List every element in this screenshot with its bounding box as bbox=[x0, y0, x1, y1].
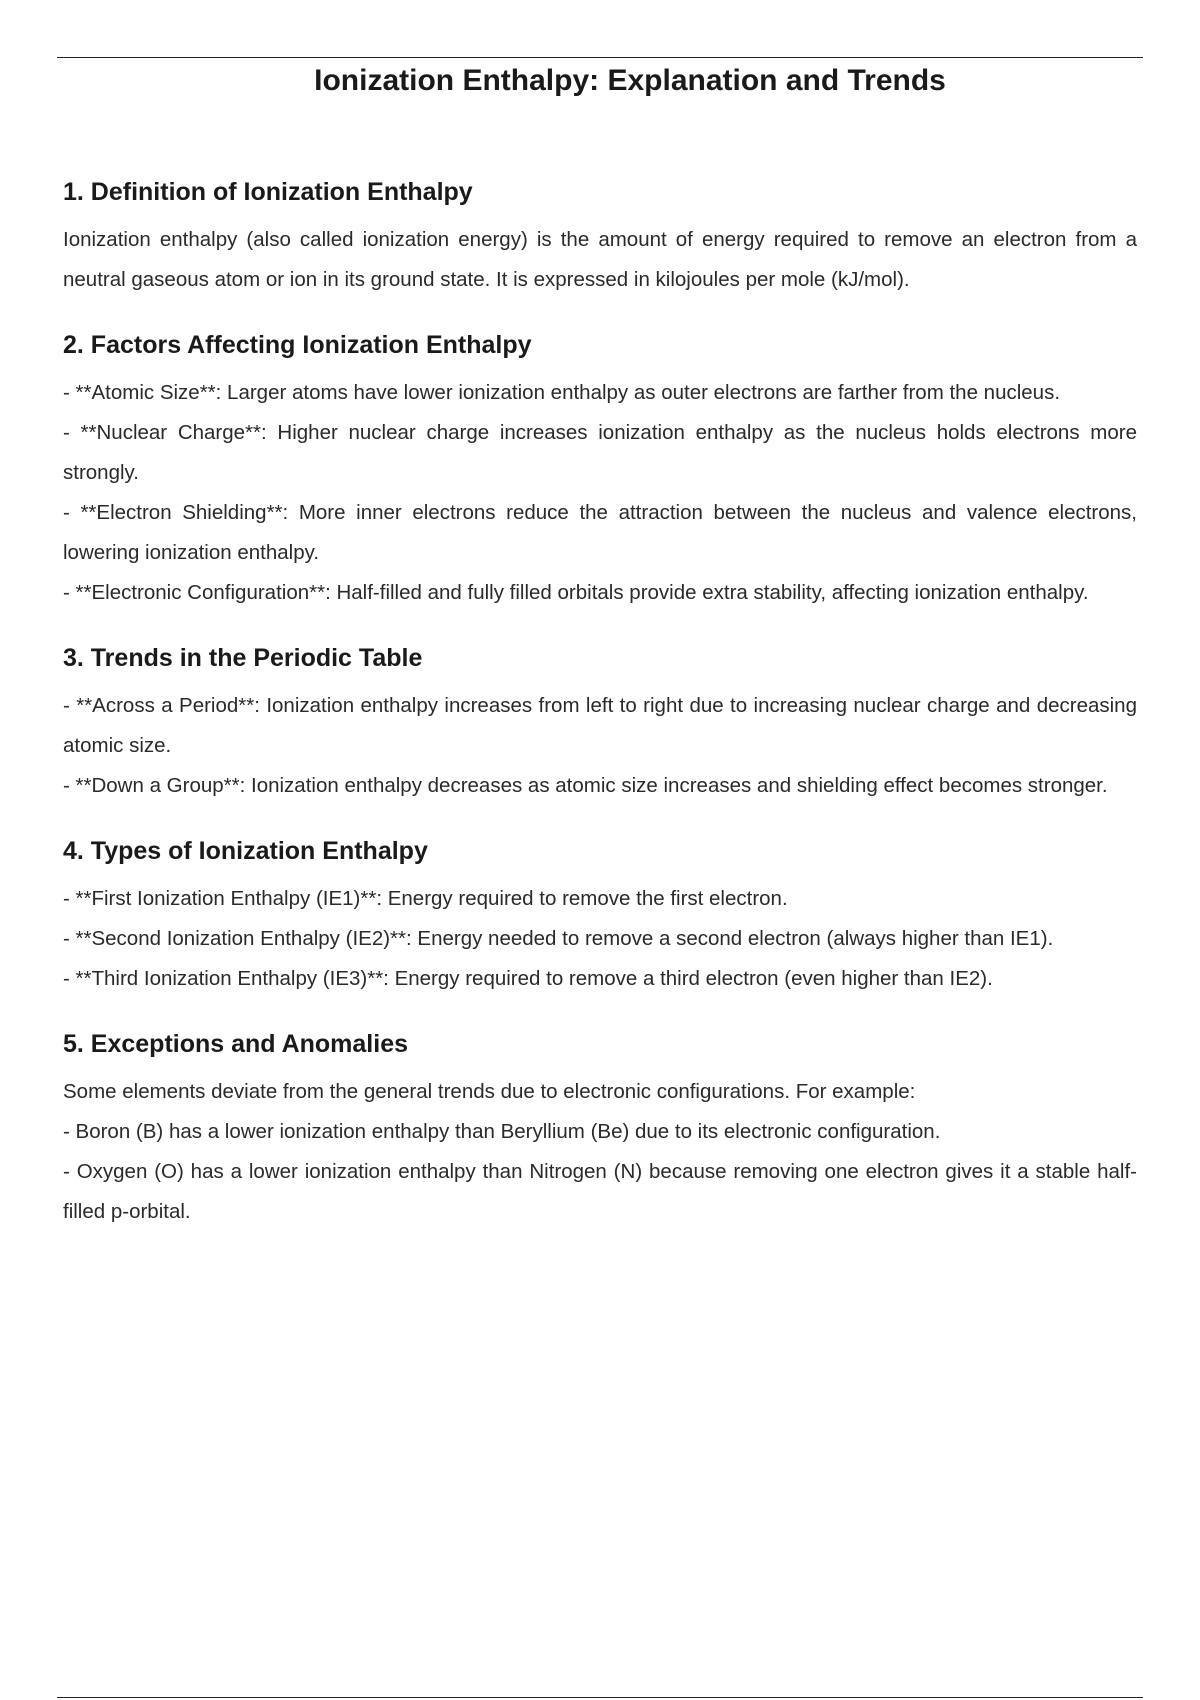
list-item: - Oxygen (O) has a lower ionization enthalpy than Nitrogen (N) because removing one electron gives it a stable half-filled p-orbital. bbox=[63, 1160, 1137, 1223]
list-item: - **Down a Group**: Ionization enthalpy decreases as atomic size increases and shielding effect becomes stronger. bbox=[63, 774, 1108, 797]
list-item: - **Nuclear Charge**: Higher nuclear charge increases ionization enthalpy as the nucleus holds electrons more strongly. bbox=[63, 421, 1137, 484]
document-body bbox=[63, 176, 1137, 1261]
list-item: - **First Ionization Enthalpy (IE1)**: Energy required to remove the first electron. bbox=[63, 887, 788, 910]
list-item: - **Across a Period**: Ionization enthalpy increases from left to right due to increasing nuclear charge and decreasing atomic size. bbox=[63, 694, 1137, 757]
section-heading: 5. Exceptions and Anomalies bbox=[63, 1030, 409, 1058]
section-heading: 2. Factors Affecting Ionization Enthalpy bbox=[63, 331, 532, 359]
section-trends bbox=[63, 642, 1137, 806]
list-item: - **Third Ionization Enthalpy (IE3)**: Energy required to remove a third electron (even higher than IE2). bbox=[63, 967, 993, 990]
list-item: - **Second Ionization Enthalpy (IE2)**: Energy needed to remove a second electron (always higher than IE1). bbox=[63, 927, 1054, 950]
section-heading: 4. Types of Ionization Enthalpy bbox=[63, 837, 428, 865]
section-exceptions bbox=[63, 1028, 1137, 1232]
paragraph: Some elements deviate from the general trends due to electronic configurations. For example: bbox=[63, 1080, 916, 1103]
list-item: - **Electron Shielding**: More inner electrons reduce the attraction between the nucleus and valence electrons, lowering ionization enthalpy. bbox=[63, 501, 1137, 564]
section-factors bbox=[63, 329, 1137, 613]
list-item: - **Electronic Configuration**: Half-filled and fully filled orbitals provide extra stability, affecting ionization enthalpy. bbox=[63, 581, 1089, 604]
bottom-rule bbox=[57, 1697, 1143, 1698]
paragraph: Ionization enthalpy (also called ionization energy) is the amount of energy required to remove an electron from a neutral gaseous atom or ion in its ground state. It is expressed in kilojoules per mole (kJ/mol). bbox=[63, 228, 1137, 291]
list-item: - Boron (B) has a lower ionization enthalpy than Beryllium (Be) due to its electronic configuration. bbox=[63, 1120, 941, 1143]
list-item: - **Atomic Size**: Larger atoms have lower ionization enthalpy as outer electrons are farther from the nucleus. bbox=[63, 381, 1061, 404]
page-title: Ionization Enthalpy: Explanation and Trends bbox=[314, 64, 946, 97]
section-types bbox=[63, 835, 1137, 999]
top-rule bbox=[57, 57, 1143, 58]
section-heading: 1. Definition of Ionization Enthalpy bbox=[63, 178, 473, 206]
section-heading: 3. Trends in the Periodic Table bbox=[63, 644, 423, 672]
section-definition bbox=[63, 176, 1137, 300]
